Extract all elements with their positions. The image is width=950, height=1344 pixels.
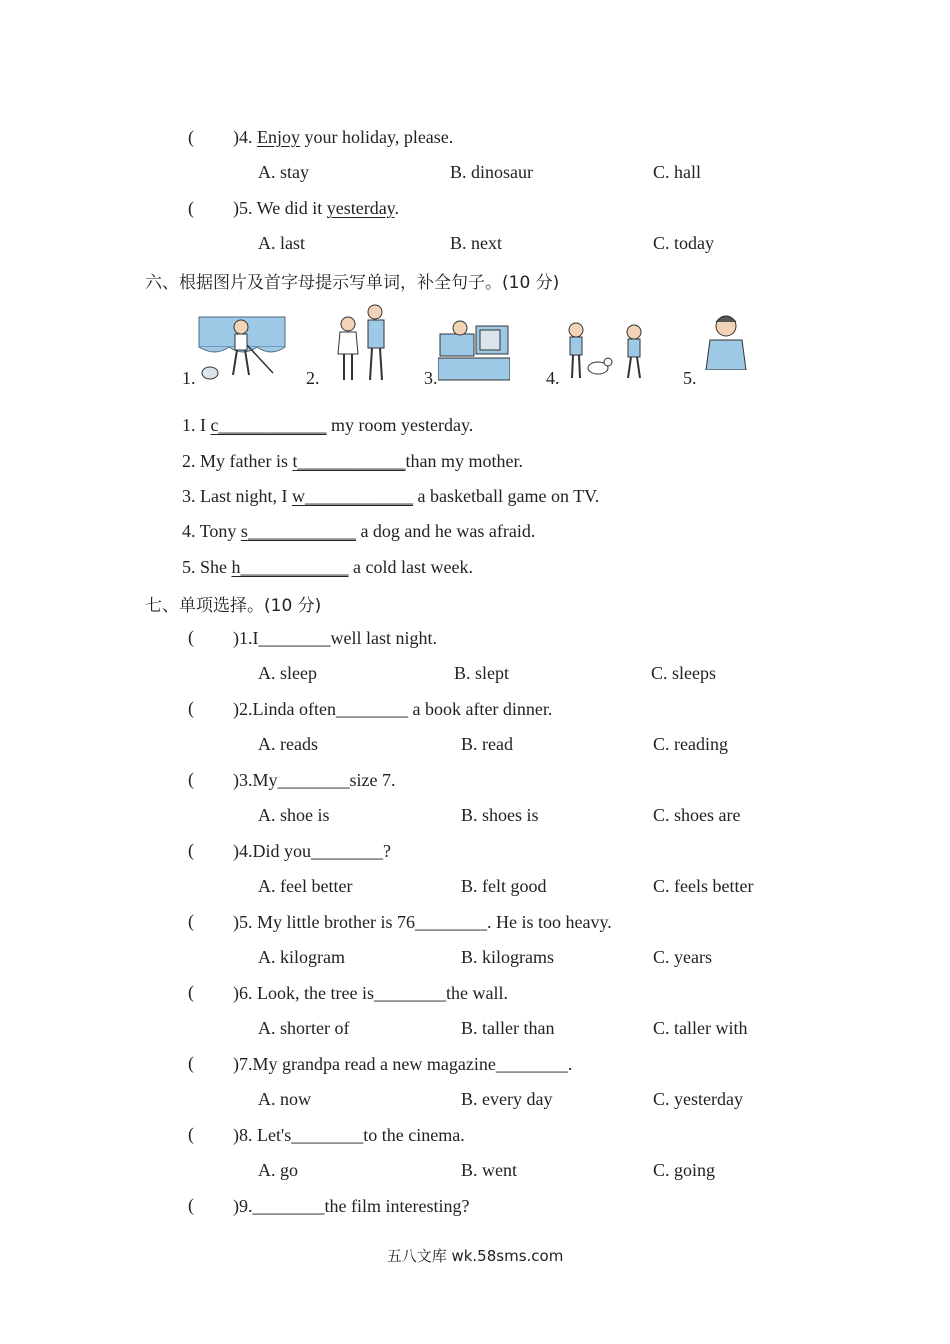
option-b[interactable]: B. kilograms	[461, 947, 554, 967]
question-stem: )8. Let's________to the cinema.	[233, 1125, 465, 1145]
sentence-pre: 4. Tony	[182, 521, 241, 541]
option-c[interactable]: C. taller with	[653, 1018, 748, 1038]
option-b[interactable]: B. slept	[454, 663, 510, 683]
option-c[interactable]: C. going	[653, 1160, 716, 1180]
question-stem: )6. Look, the tree is________the wall.	[233, 983, 508, 1003]
option-b[interactable]: B. every day	[461, 1089, 553, 1109]
option-c[interactable]: C. shoes are	[653, 805, 741, 825]
answer-paren[interactable]: (	[188, 840, 194, 860]
answer-paren[interactable]: (	[188, 1053, 194, 1073]
blank-line: ____________	[247, 521, 356, 541]
question-stem: )2.Linda often________ a book after dinner.	[233, 699, 553, 719]
blank-line: ____________	[218, 415, 327, 435]
sentence-pre: 5. She	[182, 557, 232, 577]
sentence-pre: 2. My father is	[182, 451, 293, 471]
first-letter-hint: t	[292, 451, 298, 471]
fill-blank-input[interactable]	[211, 415, 327, 435]
sentence-post: a dog and he was afraid.	[355, 521, 536, 541]
option-b[interactable]: B. felt good	[461, 876, 547, 896]
underlined-word: yesterday	[326, 198, 395, 218]
option-a[interactable]: A. now	[258, 1089, 311, 1109]
answer-paren[interactable]: (	[188, 769, 194, 789]
boy-watching-tv-illustration	[438, 300, 510, 382]
question-stem-pre: )5. We did it	[233, 198, 327, 218]
blank-line: ____________	[305, 486, 413, 506]
first-letter-hint: s	[240, 521, 248, 541]
option-c[interactable]: C. years	[653, 947, 712, 967]
question-stem: )4.Did you________?	[233, 841, 391, 861]
answer-paren[interactable]: (	[188, 127, 194, 147]
sentence-post: a basketball game on TV.	[413, 486, 600, 506]
option-a[interactable]: A. sleep	[258, 663, 317, 683]
blank-line: ____________	[240, 557, 349, 577]
question-stem: )9.________the film interesting?	[233, 1196, 470, 1216]
option-a[interactable]: A. shorter of	[258, 1018, 350, 1038]
pic-number: 3.	[424, 368, 438, 388]
answer-paren[interactable]: (	[188, 627, 194, 647]
option-b[interactable]: B. shoes is	[461, 805, 539, 825]
pic-number: 2.	[306, 368, 320, 388]
option-a[interactable]: A. go	[258, 1160, 298, 1180]
answer-paren[interactable]: (	[188, 982, 194, 1002]
father-and-mother-illustration	[330, 302, 395, 384]
girl-with-cold-illustration	[700, 310, 752, 370]
section-6-title: 六、根据图片及首字母提示写单词，补全句子。(10 分)	[145, 273, 560, 293]
option-a[interactable]: A. stay	[258, 162, 309, 182]
option-b[interactable]: B. dinosaur	[450, 162, 533, 182]
pic-number: 4.	[546, 368, 560, 388]
option-c[interactable]: C. feels better	[653, 876, 754, 896]
option-c[interactable]: C. sleeps	[651, 663, 716, 683]
question-stem: )3.My________size 7.	[233, 770, 396, 790]
sentence-post: a cold last week.	[348, 557, 473, 577]
sentence-pre: 3. Last night, I	[182, 486, 292, 506]
blank-line: ____________	[297, 451, 406, 471]
fill-blank-input[interactable]	[232, 557, 349, 577]
fill-blank-input[interactable]	[292, 486, 413, 506]
option-c[interactable]: C. reading	[653, 734, 728, 754]
option-a[interactable]: A. kilogram	[258, 947, 345, 967]
sentence-post: than my mother.	[405, 451, 523, 471]
pic-number: 1.	[182, 368, 196, 388]
section-7-title: 七、单项选择。(10 分)	[145, 596, 322, 616]
option-b[interactable]: B. taller than	[461, 1018, 555, 1038]
first-letter-hint: w	[292, 486, 305, 506]
answer-paren[interactable]: (	[188, 911, 194, 931]
option-b[interactable]: B. went	[461, 1160, 517, 1180]
question-stem-pre: )4.	[233, 127, 257, 147]
fill-blank-input[interactable]	[241, 521, 356, 541]
underlined-word: Enjoy	[257, 127, 300, 147]
boy-scared-by-dog-illustration	[562, 318, 662, 384]
boy-cleaning-room-illustration	[195, 305, 290, 383]
option-b[interactable]: B. read	[461, 734, 513, 754]
answer-paren[interactable]: (	[188, 1195, 194, 1215]
answer-paren[interactable]: (	[188, 1124, 194, 1144]
footer-watermark: 五八文库 wk.58sms.com	[386, 1247, 564, 1265]
answer-paren[interactable]: (	[188, 198, 194, 218]
option-a[interactable]: A. feel better	[258, 876, 353, 896]
option-a[interactable]: A. reads	[258, 734, 318, 754]
question-stem-post: your holiday, please.	[300, 127, 454, 147]
option-a[interactable]: A. last	[258, 233, 305, 253]
option-b[interactable]: B. next	[450, 233, 502, 253]
option-a[interactable]: A. shoe is	[258, 805, 330, 825]
fill-blank-input[interactable]	[292, 451, 405, 471]
option-c[interactable]: C. today	[653, 233, 714, 253]
pic-number: 5.	[683, 368, 697, 388]
question-stem: )5. My little brother is 76________. He is too heavy.	[233, 912, 612, 932]
sentence-pre: 1. I	[182, 415, 211, 435]
question-stem-post: .	[394, 198, 400, 218]
answer-paren[interactable]: (	[188, 698, 194, 718]
sentence-post: my room yesterday.	[326, 415, 474, 435]
first-letter-hint: h	[231, 557, 241, 577]
question-stem: )7.My grandpa read a new magazine________.	[233, 1054, 573, 1074]
option-c[interactable]: C. yesterday	[653, 1089, 743, 1109]
first-letter-hint: c	[210, 415, 219, 435]
option-c[interactable]: C. hall	[653, 162, 701, 182]
question-stem: )1.I________well last night.	[233, 628, 437, 648]
